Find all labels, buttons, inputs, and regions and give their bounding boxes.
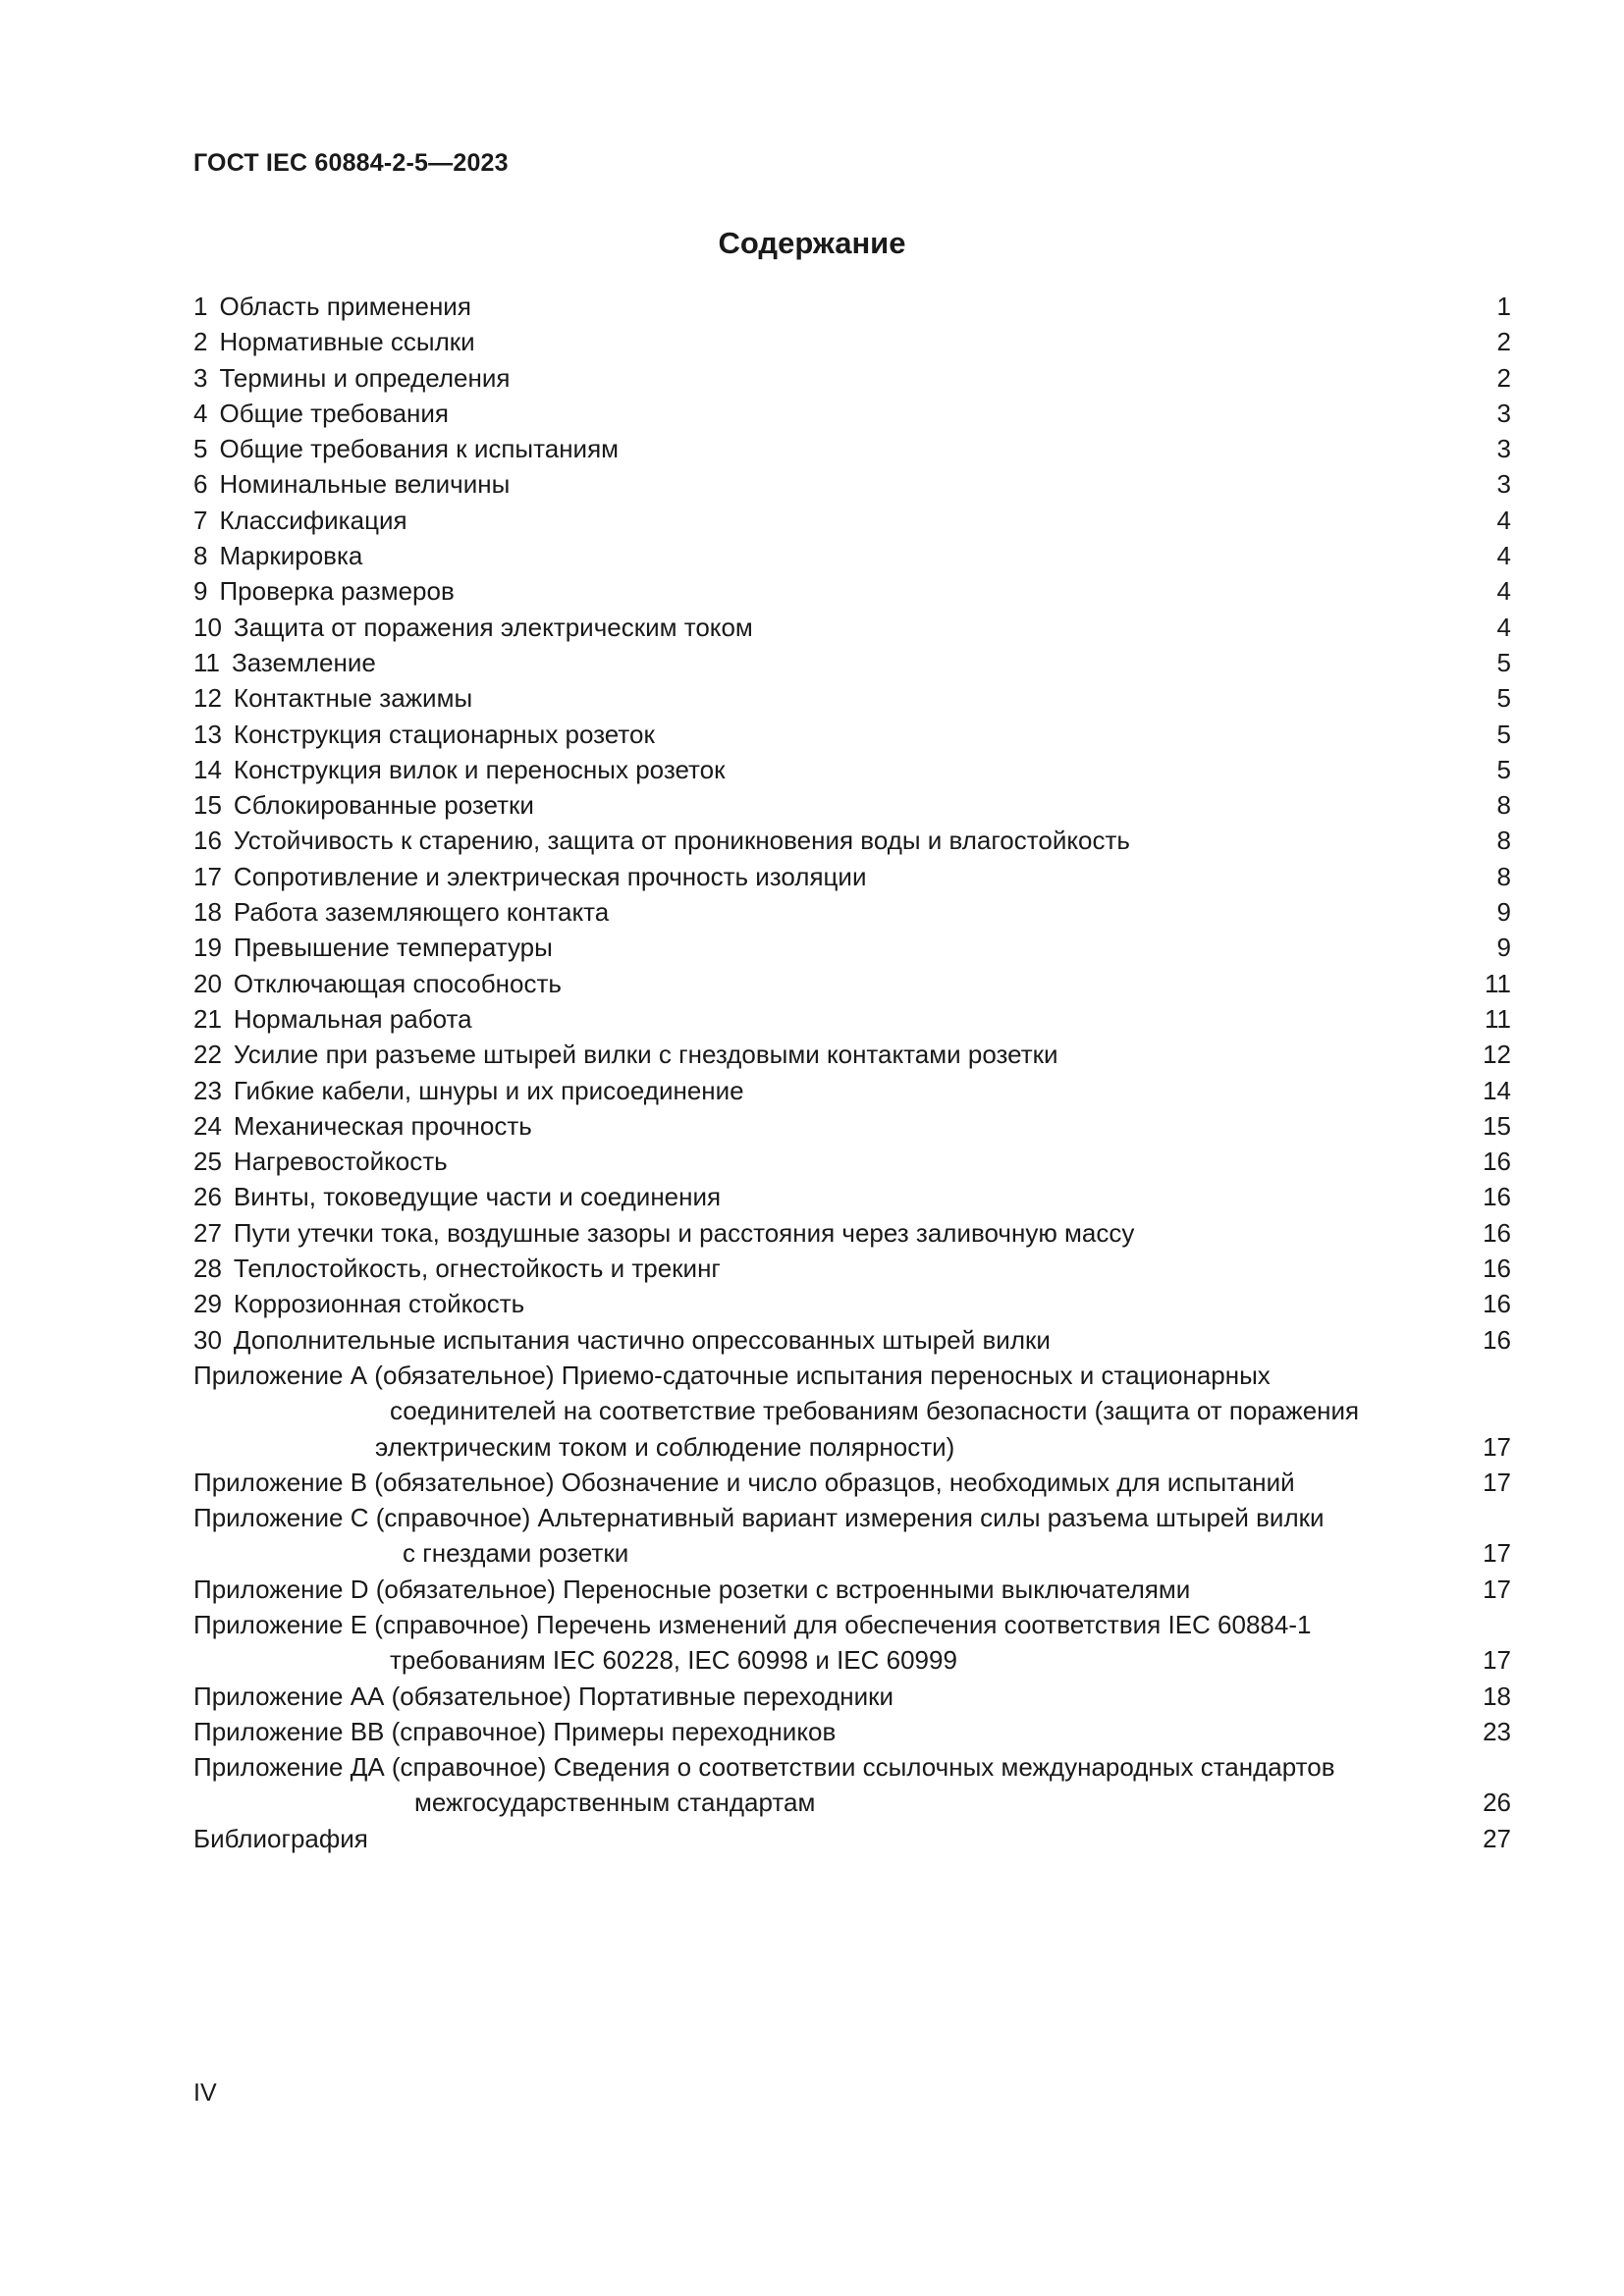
page-number: IV bbox=[193, 2079, 217, 2107]
annex-entry-page: 17 bbox=[1483, 1467, 1511, 1497]
annex-entry[interactable] bbox=[193, 1679, 1511, 1714]
toc-entry[interactable] bbox=[193, 752, 1511, 787]
toc-entry-label: Область применения bbox=[219, 292, 471, 321]
toc-entry-label: Конструкция вилок и переносных розеток bbox=[233, 754, 726, 784]
toc-entry-number: 9 bbox=[193, 576, 208, 607]
annex-entry-label: Приложение B (обязательное) Обозначение и число образцов, необходимых для испытаний bbox=[193, 1467, 1295, 1497]
toc-entry-page: 15 bbox=[1483, 1110, 1511, 1141]
toc-entry-label: Классификация bbox=[219, 505, 407, 535]
toc-entry-number: 7 bbox=[193, 505, 208, 535]
toc-entry-page: 4 bbox=[1496, 541, 1511, 571]
toc-entry[interactable] bbox=[193, 503, 1511, 538]
annex-entry-page: 27 bbox=[1483, 1823, 1511, 1853]
toc-entry-page: 4 bbox=[1496, 505, 1511, 535]
toc-entry-number: 8 bbox=[193, 541, 208, 571]
toc-entry-page: 11 bbox=[1485, 1003, 1511, 1034]
toc-entry-number: 21 bbox=[193, 1003, 222, 1034]
toc-entry-page: 4 bbox=[1496, 612, 1511, 642]
toc-entry-number: 30 bbox=[193, 1324, 222, 1355]
annex-entry-line[interactable]: Приложение А (обязательное) Приемо-сдаточные испытания переносных и стационарных bbox=[193, 1360, 1271, 1390]
toc-entry-label: Заземление bbox=[232, 647, 376, 677]
toc-entry-number: 22 bbox=[193, 1040, 222, 1070]
toc-entry[interactable] bbox=[193, 823, 1511, 858]
annex-entry-page: 17 bbox=[1483, 1574, 1511, 1604]
toc-entry-page: 5 bbox=[1496, 683, 1511, 714]
toc-entry[interactable] bbox=[193, 1037, 1511, 1072]
annex-entry-page: 17 bbox=[1483, 1645, 1511, 1676]
annex-entry-line[interactable]: Приложение С (справочное) Альтернативный вариант измерения силы разъема штырей вилки bbox=[193, 1503, 1325, 1533]
toc-entry-label: Общие требования к испытаниям bbox=[219, 434, 620, 464]
annex-entry-label: Приложение ВВ (справочное) Примеры переходников bbox=[193, 1716, 837, 1746]
toc-entry-number: 27 bbox=[193, 1217, 222, 1248]
toc-entry-label: Дополнительные испытания частично опрессованных штырей вилки bbox=[233, 1324, 1051, 1355]
toc-entry-number: 13 bbox=[193, 719, 222, 749]
annex-entry-line[interactable]: Приложение ДА (справочное) Сведения о соответствии ссылочных международных стандартов bbox=[193, 1752, 1335, 1783]
toc-entry[interactable] bbox=[193, 610, 1511, 645]
toc-entry-page: 16 bbox=[1483, 1254, 1511, 1284]
toc-entry-page: 16 bbox=[1483, 1147, 1511, 1177]
toc-entry[interactable] bbox=[193, 1108, 1511, 1144]
toc-entry-number: 29 bbox=[193, 1289, 222, 1319]
annex-entry-page: 26 bbox=[1483, 1788, 1511, 1818]
toc-entry-number: 24 bbox=[193, 1110, 222, 1141]
annex-entry[interactable] bbox=[193, 1465, 1511, 1500]
toc-entry-page: 8 bbox=[1496, 826, 1511, 856]
toc-entry-page: 5 bbox=[1496, 754, 1511, 784]
toc-entry-number: 19 bbox=[193, 933, 222, 963]
toc-entry-page: 5 bbox=[1496, 647, 1511, 677]
toc-entry-label: Сблокированные розетки bbox=[233, 790, 534, 821]
table-of-contents bbox=[193, 289, 1511, 1856]
toc-entry-number: 15 bbox=[193, 790, 222, 821]
toc-entry-label: Проверка размеров bbox=[219, 576, 455, 607]
annex-entry-label: межгосударственным стандартам bbox=[414, 1788, 816, 1818]
toc-entry-label: Общие требования bbox=[219, 398, 450, 428]
toc-entry[interactable] bbox=[193, 1073, 1511, 1108]
toc-entry-page: 9 bbox=[1496, 933, 1511, 963]
toc-entry-label: Номинальные величины bbox=[219, 469, 511, 500]
annex-entry-page: 23 bbox=[1483, 1716, 1511, 1746]
toc-entry-number: 23 bbox=[193, 1075, 222, 1105]
toc-entry-page: 8 bbox=[1496, 861, 1511, 891]
toc-entry-page: 8 bbox=[1496, 790, 1511, 821]
toc-entry-label: Конструкция стационарных розеток bbox=[233, 719, 655, 749]
toc-entry-number: 3 bbox=[193, 362, 208, 393]
toc-entry-number: 20 bbox=[193, 968, 222, 998]
toc-entry[interactable] bbox=[193, 360, 1511, 396]
toc-entry-page: 2 bbox=[1496, 362, 1511, 393]
toc-entry-page: 5 bbox=[1496, 719, 1511, 749]
page-title: Содержание bbox=[718, 226, 906, 260]
toc-entry-number: 4 bbox=[193, 398, 208, 428]
toc-entry-label: Винты, токоведущие части и соединения bbox=[233, 1182, 722, 1212]
toc-entry-page: 4 bbox=[1496, 576, 1511, 607]
toc-entry-page: 16 bbox=[1483, 1324, 1511, 1355]
annex-entry-label: электрическим током и соблюдение полярности) bbox=[375, 1431, 955, 1462]
toc-entry-page: 9 bbox=[1496, 897, 1511, 928]
toc-entry[interactable] bbox=[193, 324, 1511, 359]
toc-entry-number: 11 bbox=[193, 647, 220, 677]
toc-entry-number: 6 bbox=[193, 469, 208, 500]
toc-entry[interactable] bbox=[193, 645, 1511, 680]
toc-entry[interactable] bbox=[193, 1179, 1511, 1214]
toc-entry-label: Пути утечки тока, воздушные зазоры и расстояния через заливочную массу bbox=[233, 1217, 1135, 1248]
toc-entry-number: 1 bbox=[193, 292, 208, 321]
toc-entry[interactable] bbox=[193, 787, 1511, 823]
annex-entry-label: Библиография bbox=[193, 1823, 368, 1853]
annex-entry-page: 17 bbox=[1483, 1538, 1511, 1569]
toc-entry-label: Нагревостойкость bbox=[233, 1147, 448, 1177]
toc-entry-label: Отключающая способность bbox=[233, 968, 562, 998]
toc-entry-number: 18 bbox=[193, 897, 222, 928]
toc-entry[interactable] bbox=[193, 289, 1511, 324]
standard-id: ГОСТ IEC 60884-2-5—2023 bbox=[193, 149, 509, 177]
toc-entry-page: 16 bbox=[1483, 1289, 1511, 1319]
annex-entry[interactable] bbox=[193, 1821, 1511, 1856]
toc-entry-number: 16 bbox=[193, 826, 222, 856]
toc-entry[interactable] bbox=[193, 859, 1511, 894]
toc-entry-label: Превышение температуры bbox=[233, 933, 553, 963]
annex-entry[interactable] bbox=[193, 1785, 1511, 1820]
toc-entry-page: 11 bbox=[1485, 968, 1511, 998]
annex-entry[interactable] bbox=[193, 1535, 1511, 1571]
annex-entry-label: с гнездами розетки bbox=[403, 1538, 629, 1569]
toc-entry-label: Работа заземляющего контакта bbox=[233, 897, 610, 928]
toc-entry-page: 3 bbox=[1496, 469, 1511, 500]
toc-entry[interactable] bbox=[193, 396, 1511, 431]
toc-entry-page: 12 bbox=[1483, 1040, 1511, 1070]
annex-entry[interactable] bbox=[193, 1572, 1511, 1607]
annex-entry-label: Приложение D (обязательное) Переносные розетки с встроенными выключателями bbox=[193, 1574, 1191, 1604]
toc-entry[interactable] bbox=[193, 1251, 1511, 1286]
toc-entry-number: 14 bbox=[193, 754, 222, 784]
toc-entry-label: Коррозионная стойкость bbox=[233, 1289, 525, 1319]
toc-entry-label: Контактные зажимы bbox=[233, 683, 473, 714]
annex-entry-line: соединителей на соответствие требованиям безопасности (защита от поражения bbox=[390, 1396, 1360, 1426]
toc-entry-number: 26 bbox=[193, 1182, 222, 1212]
toc-entry[interactable] bbox=[193, 538, 1511, 573]
toc-entry-number: 25 bbox=[193, 1147, 222, 1177]
toc-entry[interactable] bbox=[193, 466, 1511, 502]
annex-entry-label: Приложение АА (обязательное) Портативные переходники bbox=[193, 1681, 893, 1711]
toc-entry-label: Сопротивление и электрическая прочность изоляции bbox=[233, 861, 867, 891]
toc-entry-number: 12 bbox=[193, 683, 222, 714]
toc-entry[interactable] bbox=[193, 573, 1511, 609]
toc-entry[interactable] bbox=[193, 966, 1511, 1001]
toc-entry-label: Термины и определения bbox=[219, 362, 511, 393]
toc-entry-label: Усилие при разъеме штырей вилки с гнездовыми контактами розетки bbox=[233, 1040, 1058, 1070]
toc-entry-number: 5 bbox=[193, 434, 208, 464]
annex-entry-line[interactable]: Приложение E (справочное) Перечень изменений для обеспечения соответствия IEC 60884-1 bbox=[193, 1609, 1312, 1639]
annex-entry-label: требованиям IEC 60228, IEC 60998 и IEC 60999 bbox=[390, 1645, 957, 1676]
toc-entry-page: 2 bbox=[1496, 327, 1511, 357]
toc-entry-label: Теплостойкость, огнестойкость и трекинг bbox=[233, 1254, 721, 1284]
toc-entry-page: 14 bbox=[1483, 1075, 1511, 1105]
toc-entry[interactable] bbox=[193, 1286, 1511, 1321]
toc-entry-label: Маркировка bbox=[219, 541, 363, 571]
toc-entry[interactable] bbox=[193, 431, 1511, 466]
toc-entry-label: Механическая прочность bbox=[233, 1110, 532, 1141]
toc-entry-page: 3 bbox=[1496, 434, 1511, 464]
toc-entry[interactable] bbox=[193, 1215, 1511, 1251]
toc-entry-page: 16 bbox=[1483, 1217, 1511, 1248]
toc-entry-number: 17 bbox=[193, 861, 222, 891]
toc-entry-page: 16 bbox=[1483, 1182, 1511, 1212]
annex-entry[interactable] bbox=[193, 1714, 1511, 1749]
toc-entry-label: Нормативные ссылки bbox=[219, 327, 475, 357]
toc-entry-label: Гибкие кабели, шнуры и их присоединение bbox=[233, 1075, 744, 1105]
annex-entry[interactable] bbox=[193, 1642, 1511, 1678]
toc-entry-page: 3 bbox=[1496, 398, 1511, 428]
annex-entry-page: 18 bbox=[1483, 1681, 1511, 1711]
annex-entry[interactable] bbox=[193, 1429, 1511, 1465]
toc-entry-page: 1 bbox=[1496, 292, 1511, 321]
toc-entry-number: 10 bbox=[193, 612, 222, 642]
toc-entry[interactable] bbox=[193, 717, 1511, 752]
toc-entry[interactable] bbox=[193, 1322, 1511, 1358]
toc-entry[interactable] bbox=[193, 1001, 1511, 1037]
annex-entry-page: 17 bbox=[1483, 1431, 1511, 1462]
toc-entry[interactable] bbox=[193, 1144, 1511, 1179]
toc-entry-label: Устойчивость к старению, защита от проникновения воды и влагостойкость bbox=[233, 826, 1130, 856]
toc-entry[interactable] bbox=[193, 930, 1511, 965]
toc-entry-number: 28 bbox=[193, 1254, 222, 1284]
toc-entry[interactable] bbox=[193, 680, 1511, 716]
toc-entry-label: Нормальная работа bbox=[233, 1003, 472, 1034]
toc-entry[interactable] bbox=[193, 894, 1511, 930]
toc-entry-label: Защита от поражения электрическим током bbox=[233, 612, 753, 642]
toc-entry-number: 2 bbox=[193, 327, 208, 357]
